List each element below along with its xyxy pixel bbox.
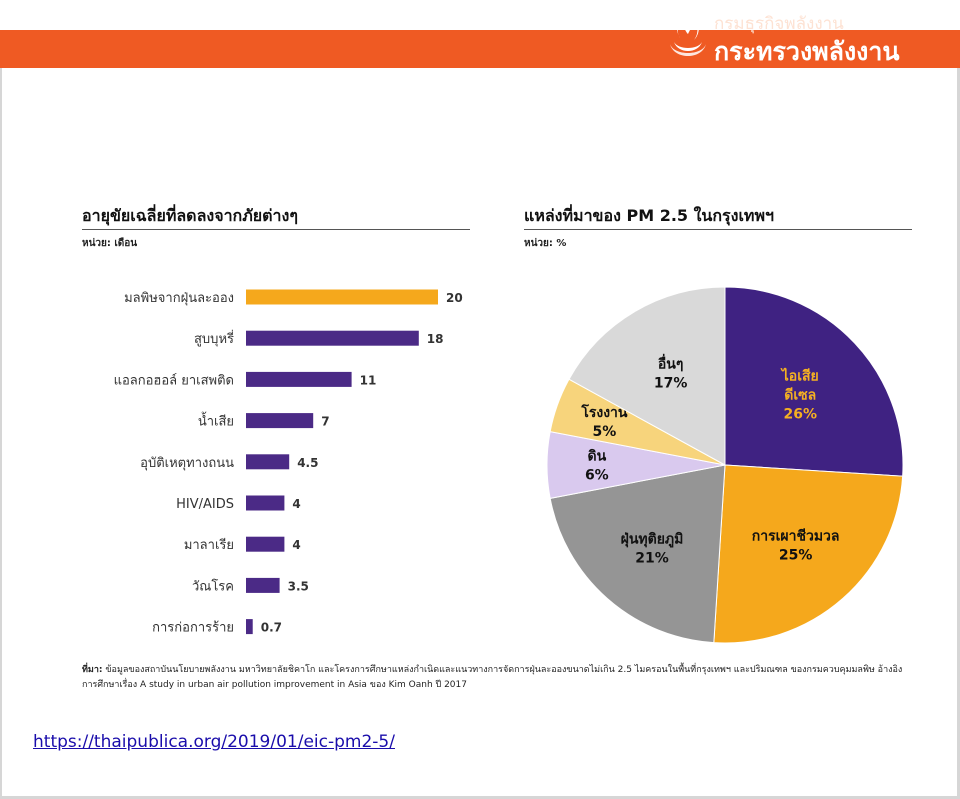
pie-chart-title: แหล่งที่มาของ PM 2.5 ในกรุงเทพฯ [524, 206, 775, 225]
pie-slice-percent: 25% [778, 547, 813, 564]
org-subtitle: กรมธุรกิจพลังงาน [714, 14, 844, 34]
bar-value-label: 4.5 [297, 455, 319, 470]
bar-category-label: สูบบุหรี่ [194, 332, 234, 348]
pie-slice-percent: 26% [783, 406, 818, 423]
org-name: กระทรวงพลังงาน [714, 37, 900, 66]
pie-slice-label: ดิน [587, 448, 607, 465]
bar-value-label: 0.7 [260, 620, 282, 635]
bar [246, 578, 280, 593]
bar-value-label: 3.5 [287, 579, 309, 594]
bar-chart [60, 280, 480, 650]
bar-category-label: มลพิษจากฝุ่นละออง [124, 291, 234, 306]
source-url-link[interactable]: https://thaipublica.org/2019/01/eic-pm2-5/ [33, 732, 395, 752]
bar [246, 619, 253, 634]
source-note [82, 663, 912, 693]
pie-slice-percent: 5% [592, 424, 617, 441]
pie-slice-label: การเผาชีวมวล [751, 528, 840, 545]
source-text: ข้อมูลของสถาบันนโยบายพลังงาน มหาวิทยาลัยชิคาโก และโครงการศึกษาแหล่งกำเนิดและแนวทางการจัดการฝุ่นละอองขนาดไม่เกิน 2.5 ไมครอนในพื้นที่กรุงเทพฯ และปริมณฑล ของกรมควบคุมมลพิษ อ้างอิงการศึกษาเรื่อง A study in urban air pollution improvement in Asia ของ Kim Oanh ปี 2017 [82, 665, 903, 690]
bar-chart-unit: หน่วย: เดือน [82, 238, 138, 249]
bar [246, 372, 352, 387]
bar-value-label: 18 [426, 332, 444, 347]
bar-category-label: อุบัติเหตุทางถนน [140, 455, 234, 471]
pie-slice-label: ไอเสีย [781, 368, 819, 385]
bar-category-label: แอลกอฮอล์ ยาเสพติด [113, 373, 234, 389]
source-label: ที่มา: [82, 665, 103, 675]
pie-chart [520, 270, 920, 660]
bar [246, 413, 313, 428]
pie-slice-label: ฝุ่นทุติยภูมิ [620, 531, 684, 548]
bar-category-label: HIV/AIDS [176, 497, 234, 512]
pie-slice-percent: 6% [584, 467, 609, 484]
bar-chart-title: อายุขัยเฉลี่ยที่ลดลงจากภัยต่างๆ [82, 206, 298, 225]
bar-value-label: 11 [359, 373, 377, 388]
bar [246, 331, 419, 346]
pie-chart-title-rule [524, 229, 912, 230]
pie-slice-percent: 21% [635, 550, 669, 567]
bar [246, 496, 284, 511]
bar [246, 537, 284, 552]
pie-slice-label: ดีเซล [784, 387, 817, 404]
bar-category-label: วัณโรค [191, 579, 234, 595]
pie-slice-percent: 17% [653, 375, 688, 392]
flame-logo-icon [668, 4, 708, 60]
bar [246, 290, 438, 305]
bar-category-label: น้ำเสีย [197, 414, 234, 430]
bar [246, 454, 289, 469]
bar-value-label: 4 [292, 538, 301, 553]
bar-category-label: การก่อการร้าย [152, 620, 234, 636]
bar-value-label: 20 [446, 291, 463, 305]
bar-chart-title-rule [82, 229, 470, 230]
bar-value-label: 4 [292, 497, 301, 511]
pie-chart-unit: หน่วย: % [524, 238, 567, 249]
left-border [0, 68, 2, 799]
pie-slice-label: โรงงาน [581, 405, 628, 422]
bar-value-label: 7 [321, 414, 330, 429]
pie-slice-label: อื่นๆ [657, 356, 684, 373]
bar-category-label: มาลาเรีย [183, 538, 234, 554]
header-bar [0, 0, 960, 68]
